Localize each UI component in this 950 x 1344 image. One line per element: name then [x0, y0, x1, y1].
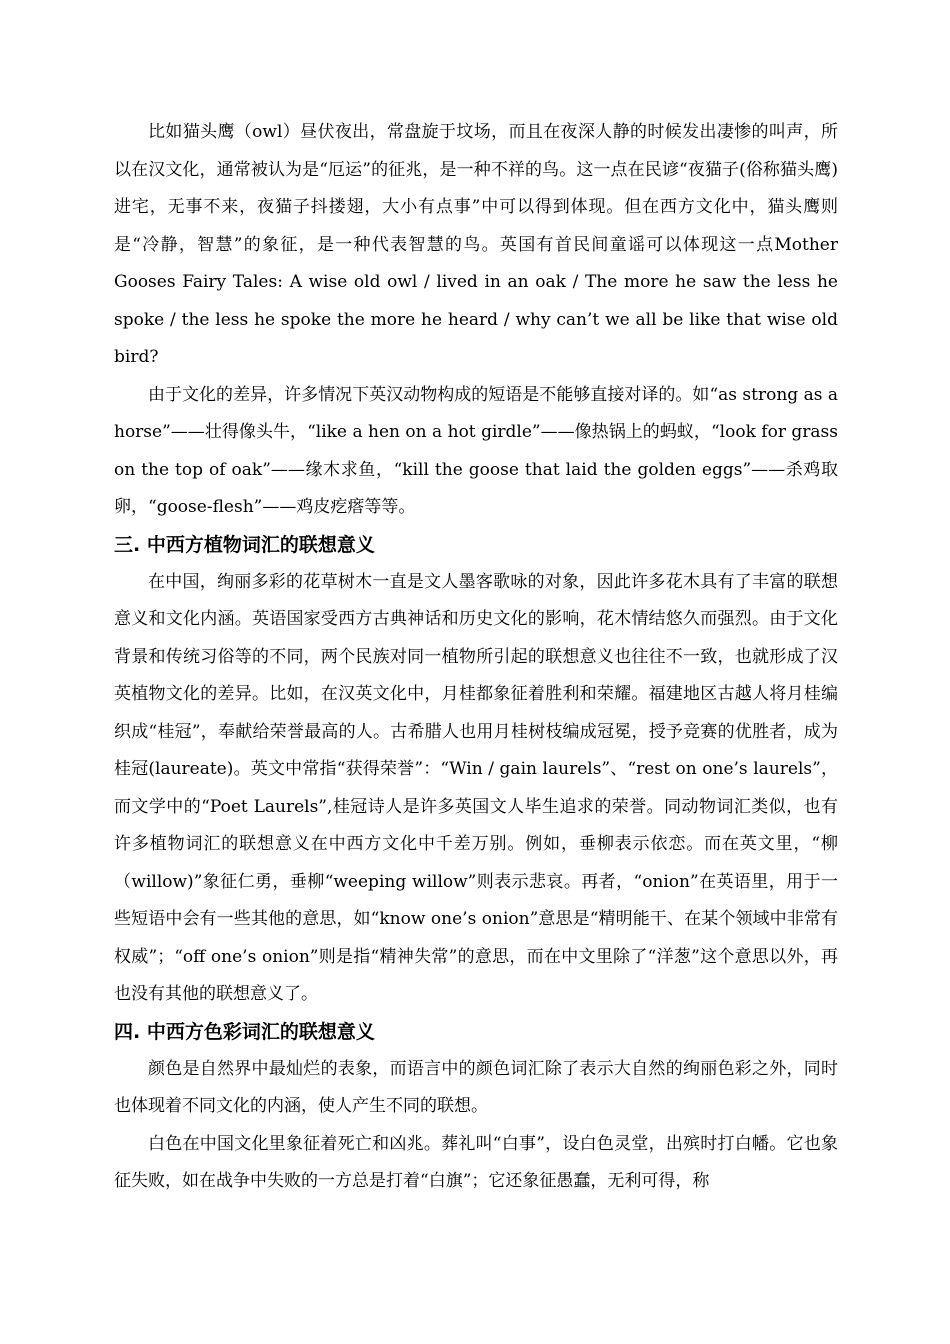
- section-heading-plant-vocabulary: 三. 中西方植物词汇的联想意义: [114, 533, 375, 556]
- paragraph-color-intro: 颜色是自然界中最灿烂的表象，而语言中的颜色词汇除了表示大自然的绚丽色彩之外，同时也体现着不同文化的内涵，使人产生不同的联想。: [114, 1058, 838, 1116]
- paragraph-white-color: 白色在中国文化里象征着死亡和凶兆。葬礼叫“白事”，设白色灵堂，出殡时打白幡。它也象征失败，如在战争中失败的一方总是打着“白旗”；它还象征愚蠢，无利可得，称: [114, 1133, 838, 1191]
- section-heading-color-vocabulary: 四. 中西方色彩词汇的联想意义: [114, 1020, 375, 1043]
- paragraph-owl-symbolism: 比如猫头鹰（owl）昼伏夜出，常盘旋于坟场，而且在夜深人静的时候发出凄惨的叫声，所以在汉文化，通常被认为是“厄运”的征兆，是一种不祥的鸟。这一点在民谚“夜猫子(俗称猫头鹰)进宅，无事不来，夜猫子抖搂翅，大小有点事”中可以得到体现。但在西方文化中，猫头鹰则是“冷静，智慧”的象征，是一种代表智慧的鸟。英国有首民间童谣可以体现这一点Mother Gooses Fairy Tales: A wise old owl / lived in an oak / The more he saw the less he spoke / the less he spoke the more he heard / why can’t we all be like that wise old bird?: [114, 122, 838, 367]
- document-body: [114, 114, 838, 1201]
- paragraph-animal-idioms: 由于文化的差异，许多情况下英汉动物构成的短语是不能够直接对译的。如“as strong as a horse”——壮得像头牛，“like a hen on a hot girdle”——像热锅上的蚂蚁，“look for grass on the top of oak”——缘木求鱼，“kill the goose that laid the golden eggs”——杀鸡取卵，“goose-flesh”——鸡皮疙瘩等等。: [114, 384, 838, 517]
- paragraph-plant-associations: 在中国，绚丽多彩的花草树木一直是文人墨客歌咏的对象，因此许多花木具有了丰富的联想意义和文化内涵。英语国家受西方古典神话和历史文化的影响，花木情结悠久而强烈。由于文化背景和传统习俗等的不同，两个民族对同一植物所引起的联想意义也往往不一致，也就形成了汉英植物文化的差异。比如，在汉英文化中，月桂都象征着胜利和荣耀。福建地区古越人将月桂编织成“桂冠”，奉献给荣誉最高的人。古希腊人也用月桂树枝编成冠冕，授予竞赛的优胜者，成为桂冠(laureate)。英文中常指“获得荣誉”：“Win / gain laurels”、“rest on one’s laurels”，而文学中的“Poet Laurels”,桂冠诗人是许多英国文人毕生追求的荣誉。同动物词汇类似，也有许多植物词汇的联想意义在中西方文化中千差万别。例如，垂柳表示依恋。而在英文里，“柳（willow)”象征仁勇，垂柳“weeping willow”则表示悲哀。再者，“onion”在英语里，用于一些短语中会有一些其他的意思，如“know one’s onion”意思是“精明能干、在某个领域中非常有权威”；“off one’s onion”则是指“精神失常”的意思，而在中文里除了“洋葱”这个意思以外，再也没有其他的联想意义了。: [114, 571, 838, 1004]
